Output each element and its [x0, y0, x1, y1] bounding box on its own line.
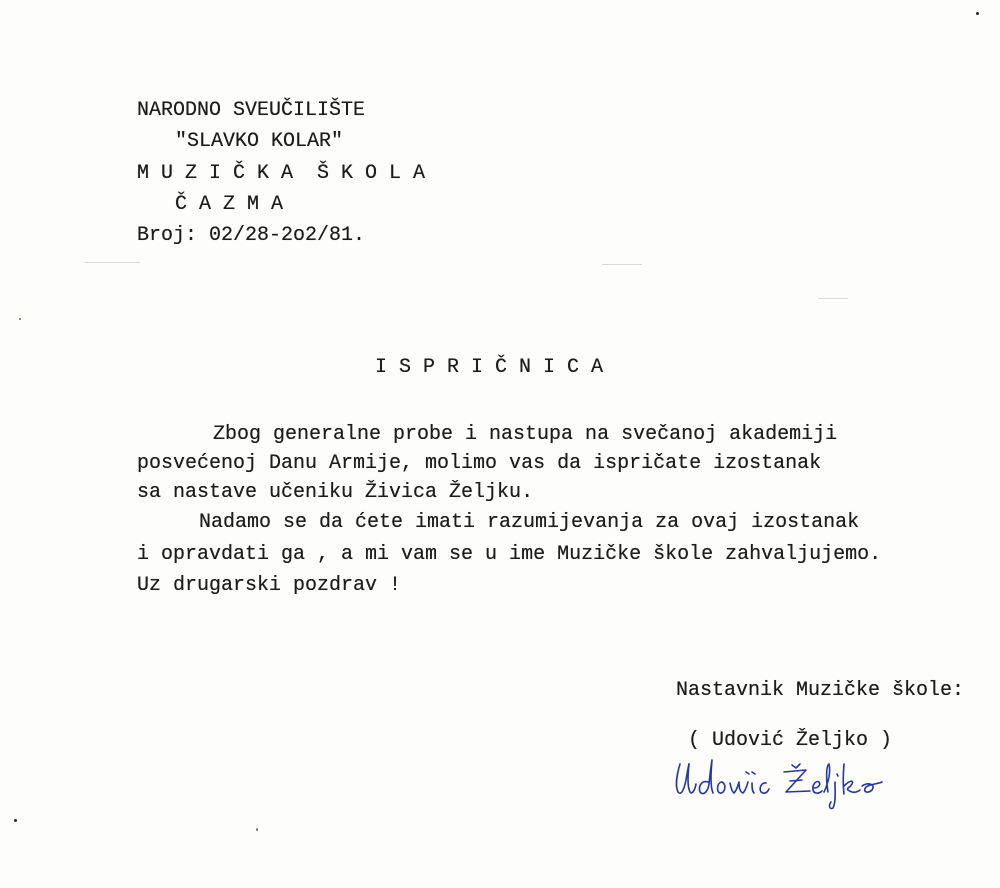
scan-speck — [976, 12, 979, 15]
scan-speck — [14, 819, 17, 822]
body-line: Zbog generalne probe i nastupa na svečanoj akademiji — [213, 423, 838, 446]
institution-subtitle: "SLAVKO KOLAR" — [175, 130, 344, 153]
body-line: sa nastave učeniku Živica Željku. — [137, 481, 534, 504]
school-name: M U Z I Č K A Š K O L A — [137, 162, 426, 185]
scan-speck — [256, 828, 258, 831]
handwritten-signature-icon — [672, 752, 892, 812]
closing-greeting: Uz drugarski pozdrav ! — [137, 574, 402, 597]
body-line: i opravdati ga , a mi vam se u ime Muzičke škole zahvaljujemo. — [137, 543, 882, 566]
scan-artifact — [602, 264, 642, 265]
document-title: I S P R I Č N I C A — [375, 356, 604, 379]
reference-number: Broj: 02/28-2o2/81. — [137, 224, 366, 247]
scan-speck — [19, 318, 21, 320]
school-city: Č A Z M A — [175, 193, 284, 216]
scan-artifact — [85, 262, 140, 263]
scan-artifact — [818, 298, 848, 299]
signatory-name: ( Udović Željko ) — [688, 729, 893, 752]
signatory-role: Nastavnik Muzičke škole: — [676, 679, 965, 702]
body-line: posvećenoj Danu Armije, molimo vas da ispričate izostanak — [137, 452, 822, 475]
body-line: Nadamo se da ćete imati razumijevanja za ovaj izostanak — [199, 511, 860, 534]
institution-name: NARODNO SVEUČILIŠTE — [137, 99, 366, 122]
